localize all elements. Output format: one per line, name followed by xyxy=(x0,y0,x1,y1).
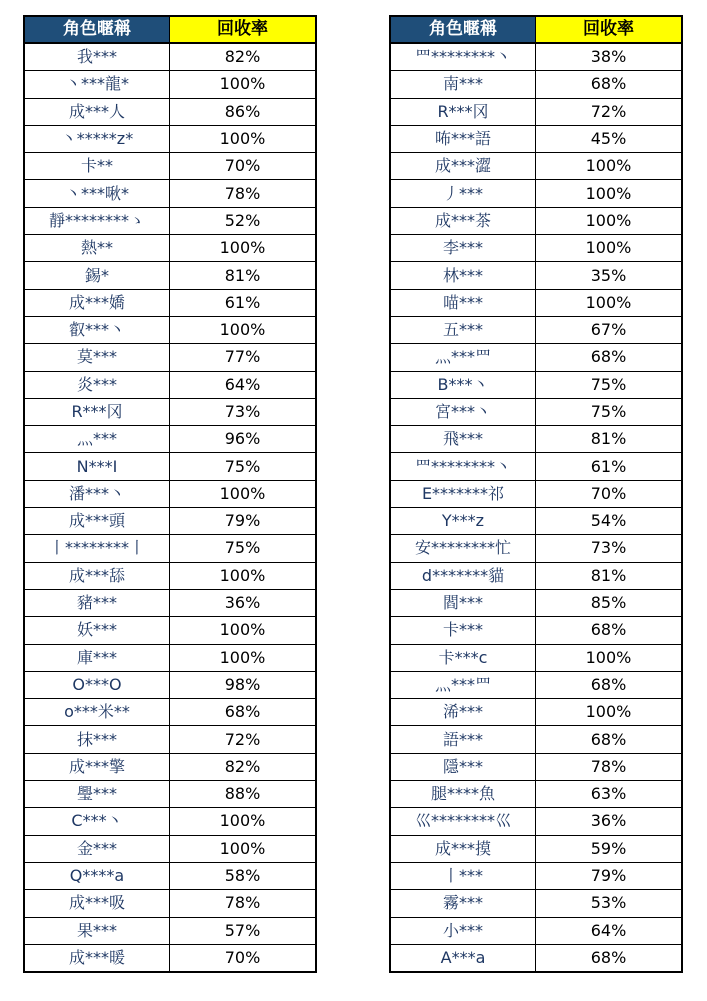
recovery-rate-cell: 100% xyxy=(170,835,316,862)
player-nickname-cell: 成***頭 xyxy=(25,508,170,535)
recovery-rate-cell: 61% xyxy=(170,289,316,316)
player-nickname-cell: 莫*** xyxy=(25,344,170,371)
table-row xyxy=(391,917,682,944)
player-nickname-cell: 丿*** xyxy=(391,180,536,207)
table-row xyxy=(391,289,682,316)
player-nickname-cell: 成***暖 xyxy=(25,944,170,971)
table-row xyxy=(391,835,682,862)
recovery-rate-cell: 100% xyxy=(536,207,682,234)
recovery-rate-cell: 96% xyxy=(170,426,316,453)
player-nickname-cell: d*******貓 xyxy=(391,562,536,589)
recovery-rate-cell: 58% xyxy=(170,862,316,889)
table-row xyxy=(25,589,316,616)
player-nickname-cell: 小*** xyxy=(391,917,536,944)
recovery-rate-cell: 68% xyxy=(170,699,316,726)
table-row xyxy=(25,125,316,152)
column-header-rate: 回收率 xyxy=(536,17,682,44)
recovery-rate-cell: 57% xyxy=(170,917,316,944)
table-row xyxy=(25,235,316,262)
recovery-rate-cell: 79% xyxy=(536,862,682,889)
player-nickname-cell: Q****a xyxy=(25,862,170,889)
player-nickname-cell: 五*** xyxy=(391,316,536,343)
table-row xyxy=(391,316,682,343)
player-nickname-cell: 浠*** xyxy=(391,699,536,726)
recovery-rate-cell: 75% xyxy=(170,453,316,480)
player-nickname-cell: 巛********巛 xyxy=(391,808,536,835)
player-nickname-cell: O***O xyxy=(25,671,170,698)
recovery-rate-cell: 100% xyxy=(170,71,316,98)
player-nickname-cell: 腿****魚 xyxy=(391,781,536,808)
table-row xyxy=(391,781,682,808)
table-row xyxy=(391,235,682,262)
table-row xyxy=(25,371,316,398)
recovery-rate-cell: 100% xyxy=(536,289,682,316)
recovery-rate-table-right xyxy=(390,16,682,972)
recovery-rate-cell: 78% xyxy=(536,753,682,780)
table-row xyxy=(391,480,682,507)
table-row xyxy=(391,753,682,780)
table-row xyxy=(391,617,682,644)
recovery-rate-cell: 100% xyxy=(536,699,682,726)
table-row xyxy=(25,562,316,589)
table-row xyxy=(25,535,316,562)
table-header-row xyxy=(391,17,682,44)
recovery-rate-cell: 86% xyxy=(170,98,316,125)
recovery-rate-cell: 75% xyxy=(536,371,682,398)
player-nickname-cell: 安********忙 xyxy=(391,535,536,562)
recovery-rate-cell: 73% xyxy=(536,535,682,562)
player-nickname-cell: 成***吸 xyxy=(25,890,170,917)
recovery-rate-cell: 64% xyxy=(536,917,682,944)
recovery-rate-cell: 81% xyxy=(170,262,316,289)
recovery-rate-cell: 77% xyxy=(170,344,316,371)
player-nickname-cell: 丶*****z* xyxy=(25,125,170,152)
column-header-name: 角色暱稱 xyxy=(391,17,536,44)
recovery-rate-cell: 52% xyxy=(170,207,316,234)
table-row xyxy=(391,562,682,589)
player-nickname-cell: 丨*** xyxy=(391,862,536,889)
table-row xyxy=(25,480,316,507)
table-row xyxy=(391,180,682,207)
player-nickname-cell: 宮***丶 xyxy=(391,398,536,425)
recovery-rate-cell: 72% xyxy=(536,98,682,125)
player-nickname-cell: 成***嬌 xyxy=(25,289,170,316)
recovery-rate-cell: 68% xyxy=(536,671,682,698)
player-nickname-cell: 罒********丶 xyxy=(391,453,536,480)
player-nickname-cell: 成***澀 xyxy=(391,153,536,180)
table-row xyxy=(25,289,316,316)
player-nickname-cell: 丶***啾* xyxy=(25,180,170,207)
table-row xyxy=(25,781,316,808)
player-nickname-cell: 灬***罒 xyxy=(391,671,536,698)
player-nickname-cell: R***冈 xyxy=(25,398,170,425)
recovery-rate-cell: 70% xyxy=(170,944,316,971)
player-nickname-cell: 我*** xyxy=(25,43,170,71)
table-row xyxy=(25,43,316,71)
player-nickname-cell: 閻*** xyxy=(391,589,536,616)
player-nickname-cell: 成***摸 xyxy=(391,835,536,862)
table-row xyxy=(25,726,316,753)
table-row xyxy=(391,153,682,180)
table-row xyxy=(25,699,316,726)
table-row xyxy=(391,890,682,917)
table-row xyxy=(25,808,316,835)
table-row xyxy=(391,535,682,562)
recovery-rate-cell: 45% xyxy=(536,125,682,152)
recovery-rate-cell: 67% xyxy=(536,316,682,343)
player-nickname-cell: 熱** xyxy=(25,235,170,262)
recovery-rate-cell: 54% xyxy=(536,508,682,535)
recovery-rate-cell: 53% xyxy=(536,890,682,917)
recovery-rate-cell: 64% xyxy=(170,371,316,398)
table-row xyxy=(391,43,682,71)
recovery-rate-cell: 68% xyxy=(536,617,682,644)
recovery-rate-cell: 100% xyxy=(170,125,316,152)
table-row xyxy=(25,644,316,671)
table-row xyxy=(25,180,316,207)
table-row xyxy=(391,207,682,234)
column-header-name: 角色暱稱 xyxy=(25,17,170,44)
player-nickname-cell: 成***擎 xyxy=(25,753,170,780)
recovery-rate-cell: 38% xyxy=(536,43,682,71)
table-row xyxy=(391,944,682,971)
table-row xyxy=(25,671,316,698)
table-row xyxy=(25,890,316,917)
recovery-rate-cell: 100% xyxy=(170,235,316,262)
table-row xyxy=(25,262,316,289)
table-row xyxy=(25,316,316,343)
player-nickname-cell: 果*** xyxy=(25,917,170,944)
table-row xyxy=(391,262,682,289)
player-nickname-cell: 語*** xyxy=(391,726,536,753)
player-nickname-cell: 叡***丶 xyxy=(25,316,170,343)
table-row xyxy=(25,917,316,944)
player-nickname-cell: 隱*** xyxy=(391,753,536,780)
recovery-rate-cell: 70% xyxy=(536,480,682,507)
player-nickname-cell: 成***人 xyxy=(25,98,170,125)
table-row xyxy=(391,98,682,125)
recovery-rate-cell: 98% xyxy=(170,671,316,698)
player-nickname-cell: A***a xyxy=(391,944,536,971)
table-row xyxy=(25,426,316,453)
player-nickname-cell: R***冈 xyxy=(391,98,536,125)
player-nickname-cell: 成***舔 xyxy=(25,562,170,589)
table-row xyxy=(25,835,316,862)
player-nickname-cell: 灬***罒 xyxy=(391,344,536,371)
recovery-rate-cell: 100% xyxy=(170,480,316,507)
table-row xyxy=(25,344,316,371)
recovery-rate-cell: 100% xyxy=(536,180,682,207)
table-row xyxy=(391,371,682,398)
recovery-rate-cell: 68% xyxy=(536,71,682,98)
table-row xyxy=(391,862,682,889)
table-header-row xyxy=(25,17,316,44)
table-row xyxy=(391,398,682,425)
table-row xyxy=(25,944,316,971)
recovery-rate-cell: 78% xyxy=(170,890,316,917)
recovery-rate-cell: 75% xyxy=(170,535,316,562)
player-nickname-cell: C***丶 xyxy=(25,808,170,835)
table-row xyxy=(391,699,682,726)
recovery-rate-cell: 68% xyxy=(536,944,682,971)
player-nickname-cell: o***米** xyxy=(25,699,170,726)
recovery-rate-cell: 70% xyxy=(170,153,316,180)
player-nickname-cell: 罒********丶 xyxy=(391,43,536,71)
table-row xyxy=(391,453,682,480)
table-row xyxy=(25,207,316,234)
recovery-rate-cell: 63% xyxy=(536,781,682,808)
table-row xyxy=(25,508,316,535)
table-row xyxy=(391,589,682,616)
table-row xyxy=(391,726,682,753)
table-row xyxy=(25,453,316,480)
player-nickname-cell: 錫* xyxy=(25,262,170,289)
table-row xyxy=(25,617,316,644)
player-nickname-cell: 妖*** xyxy=(25,617,170,644)
table-row xyxy=(391,671,682,698)
recovery-rate-cell: 85% xyxy=(536,589,682,616)
player-nickname-cell: 豬*** xyxy=(25,589,170,616)
table-row xyxy=(391,508,682,535)
recovery-rate-cell: 100% xyxy=(170,808,316,835)
player-nickname-cell: 丨********丨 xyxy=(25,535,170,562)
table-row xyxy=(25,753,316,780)
player-nickname-cell: 成***茶 xyxy=(391,207,536,234)
table-row xyxy=(391,426,682,453)
table-row xyxy=(391,808,682,835)
player-nickname-cell: 卡***c xyxy=(391,644,536,671)
recovery-rate-cell: 59% xyxy=(536,835,682,862)
recovery-rate-cell: 100% xyxy=(536,644,682,671)
player-nickname-cell: 卡*** xyxy=(391,617,536,644)
recovery-rate-cell: 72% xyxy=(170,726,316,753)
player-nickname-cell: 飛*** xyxy=(391,426,536,453)
player-nickname-cell: 金*** xyxy=(25,835,170,862)
player-nickname-cell: 靜********ゝ xyxy=(25,207,170,234)
player-nickname-cell: E*******祁 xyxy=(391,480,536,507)
player-nickname-cell: 抹*** xyxy=(25,726,170,753)
recovery-rate-cell: 35% xyxy=(536,262,682,289)
recovery-rate-cell: 81% xyxy=(536,426,682,453)
recovery-rate-cell: 73% xyxy=(170,398,316,425)
player-nickname-cell: 卡** xyxy=(25,153,170,180)
table-row xyxy=(391,644,682,671)
recovery-rate-cell: 36% xyxy=(536,808,682,835)
player-nickname-cell: 李*** xyxy=(391,235,536,262)
player-nickname-cell: 咘***語 xyxy=(391,125,536,152)
player-nickname-cell: 炎*** xyxy=(25,371,170,398)
player-nickname-cell: 喵*** xyxy=(391,289,536,316)
table-row xyxy=(391,71,682,98)
recovery-rate-cell: 100% xyxy=(170,562,316,589)
recovery-rate-cell: 88% xyxy=(170,781,316,808)
recovery-rate-table-left xyxy=(24,16,316,972)
recovery-rate-cell: 100% xyxy=(170,644,316,671)
column-header-rate: 回收率 xyxy=(170,17,316,44)
player-nickname-cell: 霧*** xyxy=(391,890,536,917)
recovery-rate-cell: 79% xyxy=(170,508,316,535)
player-nickname-cell: 丶***龍* xyxy=(25,71,170,98)
recovery-rate-cell: 81% xyxy=(536,562,682,589)
recovery-rate-cell: 78% xyxy=(170,180,316,207)
recovery-rate-cell: 68% xyxy=(536,726,682,753)
recovery-rate-cell: 36% xyxy=(170,589,316,616)
recovery-rate-cell: 100% xyxy=(536,153,682,180)
table-row xyxy=(25,862,316,889)
recovery-rate-cell: 75% xyxy=(536,398,682,425)
table-row xyxy=(391,344,682,371)
table-row xyxy=(25,398,316,425)
player-nickname-cell: 庫*** xyxy=(25,644,170,671)
player-nickname-cell: B***丶 xyxy=(391,371,536,398)
player-nickname-cell: 潘***丶 xyxy=(25,480,170,507)
table-row xyxy=(25,71,316,98)
player-nickname-cell: Y***z xyxy=(391,508,536,535)
recovery-rate-cell: 100% xyxy=(536,235,682,262)
player-nickname-cell: 南*** xyxy=(391,71,536,98)
player-nickname-cell: 灬*** xyxy=(25,426,170,453)
recovery-rate-cell: 82% xyxy=(170,43,316,71)
player-nickname-cell: 璺*** xyxy=(25,781,170,808)
recovery-rate-cell: 100% xyxy=(170,316,316,343)
player-nickname-cell: 林*** xyxy=(391,262,536,289)
player-nickname-cell: N***I xyxy=(25,453,170,480)
recovery-rate-cell: 100% xyxy=(170,617,316,644)
recovery-rate-cell: 61% xyxy=(536,453,682,480)
recovery-rate-cell: 68% xyxy=(536,344,682,371)
table-row xyxy=(391,125,682,152)
table-row xyxy=(25,98,316,125)
table-row xyxy=(25,153,316,180)
recovery-rate-cell: 82% xyxy=(170,753,316,780)
